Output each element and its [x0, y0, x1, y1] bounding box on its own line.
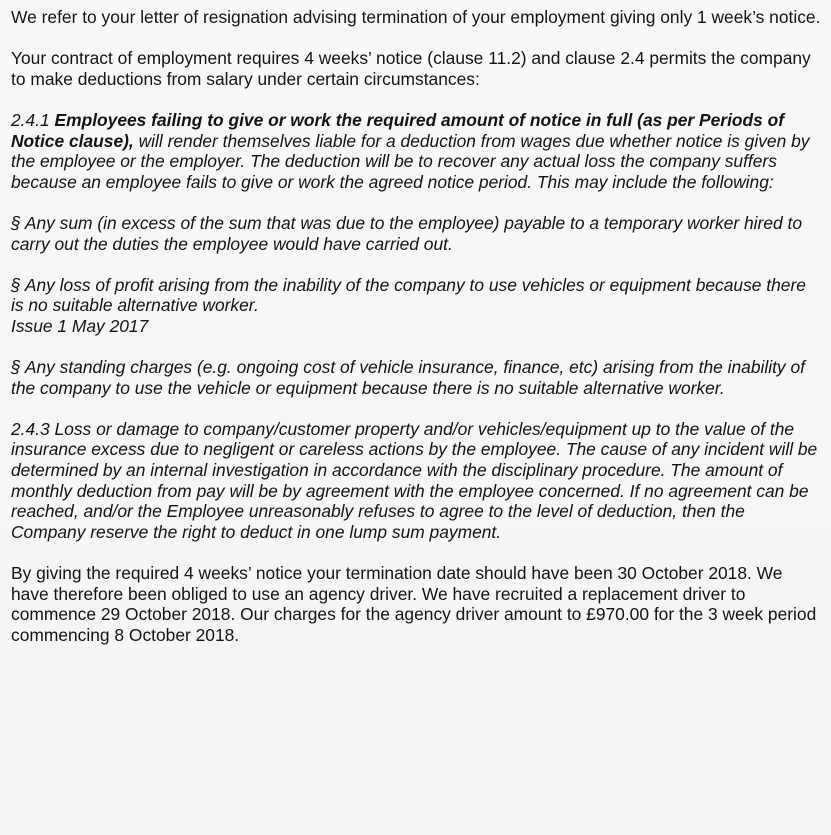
- clause-2-4-1: [11, 110, 823, 192]
- closing-paragraph: By giving the required 4 weeks’ notice your termination date should have been 30 October 2018. We have therefore been obliged to use an agency driver. We have recruited a replacement driver to commence 29 October 2018. Our charges for the agency driver amount to £970.00 for the 3 week period commencing 8 October 2018.: [11, 563, 817, 645]
- clause-2-4-1-body: will render themselves liable for a deduction from wages due whether notice is given by the employee or the employer. The deduction will be to recover any actual loss the company suffers because an employee fails to give or work the agreed notice period. This may include the following:: [11, 130, 810, 192]
- intro-paragraph: We refer to your letter of resignation advising termination of your employment giving only 1 week’s notice.: [11, 7, 821, 27]
- letter-body: [11, 7, 823, 666]
- bullet-standing-charges: § Any standing charges (e.g. ongoing cost of vehicle insurance, finance, etc) arising from the inability of the company to use the vehicle or equipment because there is no suitable alternative worker.: [11, 357, 805, 398]
- issue-line: Issue 1 May 2017: [11, 315, 149, 336]
- clause-2-4-1-number: 2.4.1: [11, 109, 55, 130]
- bullet-loss-of-profit: [11, 275, 823, 337]
- clause-2-4-3: 2.4.3 Loss or damage to company/customer property and/or vehicles/equipment up to the value of the insurance excess due to negligent or careless actions by the employee. The cause of any incident will be determined by an internal investigation in accordance with the disciplinary procedure. The amount of monthly deduction from pay will be by agreement with the employee concerned. If no agreement can be reached, and/or the Employee unreasonably refuses to agree to the level of deduction, then the Company reserve the right to deduct in one lump sum payment.: [11, 418, 818, 542]
- bullet-loss-of-profit-text: § Any loss of profit arising from the inability of the company to use vehicles or equipment because there is no suitable alternative worker.: [11, 274, 806, 316]
- contract-paragraph: Your contract of employment requires 4 weeks’ notice (clause 11.2) and clause 2.4 permits the company to make deductions from salary under certain circumstances:: [11, 48, 811, 89]
- clause-2-4-1-heading: Employees failing to give or work the required amount of notice in full (as per Periods of Notice clause),: [11, 109, 785, 151]
- bullet-temporary-worker: § Any sum (in excess of the sum that was due to the employee) payable to a temporary worker hired to carry out the duties the employee would have carried out.: [11, 212, 803, 254]
